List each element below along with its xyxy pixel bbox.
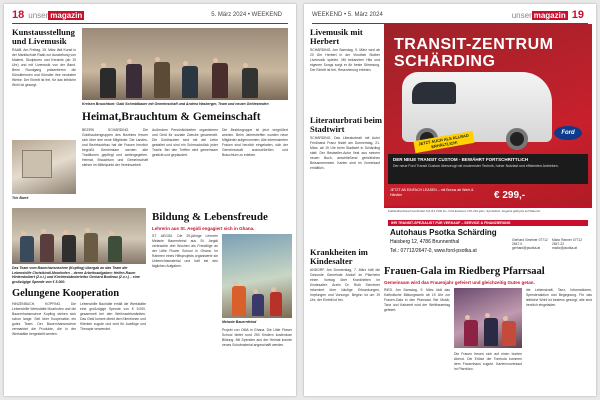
brand-magazin: magazin — [533, 10, 566, 20]
issue-date: 5. März 2024 • WEEKEND — [211, 12, 282, 18]
frauen-col3: die Lebenskraft, Tanz, Informationen, Spendenaktion und Begegnung. Für das leibliche Wohl ist bestens gesorgt, alle sind herzlich eingeladen. — [526, 288, 592, 307]
allrad-badge: JETZT AUCH ALS ALLRAD ERHÄLTLICH! — [413, 131, 474, 153]
ad-footer — [384, 206, 592, 260]
person-figure — [108, 236, 122, 262]
ghana-title: Bildung & Lebensfreude — [152, 211, 268, 223]
brand-unser: unser — [511, 10, 532, 20]
person-figure — [484, 318, 498, 346]
person-figure — [212, 63, 228, 98]
lebenshilfe-photo — [12, 208, 146, 264]
kooperation-col2: Lebenshilfe Bauhütte erhält die Werkstätte eine großzügige Spende von € 5.000, gesammelt bei den Weihnachtsmärkten. Das Geld kommt direkt den Klientinnen und Klienten zugute und wird für Ausflüge und Therapie verwendet. — [80, 302, 146, 331]
person-figure — [270, 292, 282, 316]
person-figure — [154, 62, 170, 98]
person-figure — [100, 68, 116, 98]
heimat-col3: Die Bezirksgruppe ist jetzt vergrößert worden. Beim Jahrestreffen wurden neue Mitglieder aufgenommen. Alle interessierten Frauen sind herzlich eingeladen, sich der Gemeinschaft anzuschließen und Brauchtum zu erleben. — [222, 128, 288, 157]
literatur-title: Literaturbrati beim Stadtwirt — [310, 115, 382, 134]
frauen-col1: RIED. Am Samstag, 9. März lädt das Katholische Bildungswerk ab 19 Uhr zur Frauen-Gala in den Pfarrsaal. Bei Musik, Tanz und Kabarett wird der Weltfrauentag gefeiert. — [384, 288, 450, 312]
ad-strip-text: Der neue Ford Transit Custom überzeugt mit modernster Technik, hoher Nutzlast und effizienten Antrieben. — [393, 164, 559, 168]
ad-footer-bar: IHR TRANSIT-SPEZIALIST FÜR VERKAUF – SERVICE & FINANZIERUNG — [388, 220, 588, 226]
frauen-title: Frauen-Gala im Riedberg Pfarrsaal — [384, 266, 545, 277]
goldhauben-photo — [82, 28, 288, 100]
ghana-col2: Projekt von OMA in Ghana. Die Little Flower School bietet rund 250 Kindern kostenlose Bildung. Mit Spenden aus der Heimat konnte neues Schulmaterial angeschafft werden. — [222, 328, 292, 347]
kooperation-col1: HINZENBUCH, KOPFING. Die Lebenshilfe Werkstätte Moarhofen und die Bauernhansnschne Kopfing stehen sich schon lange. Seit über Kooperation ein gutes Team. Der Bauernhansnschne vermarktet die Produkte, die in der Werkstätte hergestellt werden. — [12, 302, 76, 336]
person-figure — [232, 286, 246, 316]
kunst-title: Kunstausstellung und Livemusik — [12, 27, 75, 46]
person-figure — [126, 64, 142, 98]
person-figure — [40, 234, 54, 262]
kunst-caption: Tric Barré — [12, 196, 29, 200]
ad-fineprint: Kraftstoffverbrauch kombiniert 6,8–8,4 l/100 km, CO2-Emission 178–219 g/km. Symbolfoto. Angebot gültig bis auf Widerruf. — [388, 209, 541, 213]
kunst-photo — [12, 140, 76, 194]
painting-shape — [22, 150, 52, 178]
contact-person-2: Mario Ranner 07712 2647-22 mario@psotka.at — [552, 238, 583, 250]
ford-transit-ad — [384, 24, 592, 260]
kunst-body: RAAB. Am Freitag, 15. März lädt Kunst in der Marktschule Raab zur Ausstellung von Malerei, Skulpturen und Keramik (ab 19 Uhr) und mit Livemusik von der Band. Beim Rundgang präsentieren die Künstlerinnen und Künstler ihre neuesten Werke. Der Eintritt ist frei, für das leibliche Wohl ist gesorgt. — [12, 48, 76, 87]
contact-person-1: Gerhard Gmeiner 07712 2647-0 gerhard@psotka.at — [512, 238, 548, 250]
lebenshilfe-caption: Das Team vom Bauerhansnschne (Kopfing) übergab an das Team der Lebenshilfe Christkindl-Moarhofen – deren Arbeitsaufgaben: Helfen-Raum Hinterstoibert (2.v.l.) und Kirchtesbänderleiter Gerhard Bodinau (2.v.r.) – eine großzügige Spende von € 5.000. — [12, 266, 140, 284]
kinder-title: Krankheiten im Kindesalter — [310, 247, 368, 266]
ad-offer: JETZT AB EINFACH LEASEN – mit Bonus ab Werk & Händler — [390, 188, 474, 197]
page-header — [12, 8, 288, 22]
ghana-subtitle: Lehrerin aus St. Aegidi engagiert sich in Ghana. — [152, 226, 255, 231]
heimat-col1: BEZIRK SCHÄRDING. Die Goldhaubengruppen des Bezirkes freuen sich über drei neue Mitglieder. Die Landes- und Bezirksobfrau hat die Frauen herzlich begrüßt. Gemeinsam werden alte Traditionen gepflegt und weitergegeben. Heimat, Brauchtum und Gemeinschaft stehen im Mittelpunkt der Vereinsarbeit. — [82, 128, 148, 167]
header-divider — [12, 23, 288, 24]
dealer-phone: Tel.: 07712/2647-0, www.ford-psotka.at — [390, 248, 477, 254]
right-page — [304, 4, 596, 396]
person-figure — [242, 68, 258, 98]
dealer-name: Autohaus Psotka Schärding — [390, 228, 497, 237]
person-figure — [502, 321, 516, 346]
brand-unser: unser — [28, 10, 49, 20]
frauen-col2: Die Frauen freuen sich auf einen bunten Abend. Die Erlöse der Tombola kommen dem Frauenhaus zugute. Kartenvorverkauf im Pfarrbüro. — [454, 352, 522, 371]
van-window — [412, 82, 456, 104]
person-figure — [182, 66, 198, 98]
wheel-icon — [506, 128, 528, 150]
goldhauben-caption: Kreisen Brauchtum: Gabi Schmidbauer mit Gemeinschaft und Andrea Hasberger, Team und neuen Gehlesenden — [82, 102, 269, 106]
person-figure — [464, 320, 478, 346]
ad-strip-title: DER NEUE TRANSIT CUSTOM - BEWÄHRT FORTSCHRITTLICH — [393, 157, 529, 162]
dealer-address: Haisberg 12, 4786 Brunnenthal — [390, 239, 460, 245]
person-figure — [20, 236, 34, 262]
kinder-body: ANDORF. Am Donnerstag, 7. März hält die Gesunde Gemeinde Andorf im Pfarrheim einen Vortrag über Krankheiten im Kindesalter. Ärztin Dr. Ruth Schreiner informiert über häufige Erkrankungen, Impfungen und Vorsorge. Beginn ist um 19 Uhr, der Eintritt ist frei. — [310, 268, 380, 302]
frauen-photo — [454, 288, 522, 348]
person-figure — [84, 233, 98, 262]
ad-strip — [388, 154, 588, 184]
left-page — [4, 4, 296, 396]
page-number: 19 — [571, 9, 584, 21]
person-figure — [62, 235, 76, 262]
heimat-col2: Außerdem Persönlichkeiten organisieren und Geld für soziale Zwecke gesammelt. Die Goldhauben sind mit viel Liebe gestaltet und sind ein Schmuckstück jeder Tracht. Bei den Treffen wird gemeinsam gestickt und geplaudert. — [152, 128, 218, 157]
ad-title: TRANSIT-ZENTRUM SCHÄRDING — [394, 36, 554, 70]
ad-price: € 299,- — [494, 190, 526, 201]
page-number: 18 — [12, 9, 25, 21]
heimat-title: Heimat,Brauchtum & Gemeinschaft — [82, 111, 261, 123]
brand-magazin: magazin — [50, 10, 83, 20]
person-figure — [252, 294, 264, 316]
kooperation-title: Gelungene Kooperation — [12, 288, 120, 299]
ghana-photo — [222, 234, 292, 318]
issue-date: WEEKEND • 5. März 2024 — [312, 12, 383, 18]
frauen-subtitle: Gemeinsam wird das Frauenjahr gefeiert und gleichzeitig Gutes getan. — [384, 280, 535, 285]
page-header — [312, 8, 588, 22]
herbert-title: Livemusik mit Herbert — [310, 27, 363, 46]
ford-logo: Ford — [554, 126, 582, 140]
herbert-body: SCHÄRDING. Am Samstag, 9. März wird ab 20 Uhr Herbert in der Vinothek Stoiber Livemusik spielen. Mit bekannten Hits und eigenen Songs sorgt er für beste Stimmung. Der Eintritt ist frei, Reservierung erbeten. — [310, 48, 380, 72]
van-illustration — [402, 72, 552, 142]
ghana-col1: ST. AEGIDI. Die 29-jährige Lehrerin Melanie Bauernfeind aus St. Aegidi verbrachte drei Wochen als Freiwillige an der Little Flower School in Ghana. Im Rahmen eines Hilfsprojekts organisierte sie Unterrichtsmaterial und half bei den täglichen Aufgaben. — [152, 234, 218, 268]
literatur-body: SCHÄRDING. Das Literaturbrati mit Autor Ferdinand Franz findet am Donnerstag, 21. März, ab 19 Uhr beim Stadtwirt in Schärding statt. Der Bestseller-Autor liest aus seinem neuen Buch, anschließend gemütliches Beisammensein. Karten sind im Vorverkauf erhältlich. — [310, 136, 380, 170]
ghana-caption: Melanie Bauernfeind — [222, 320, 257, 324]
